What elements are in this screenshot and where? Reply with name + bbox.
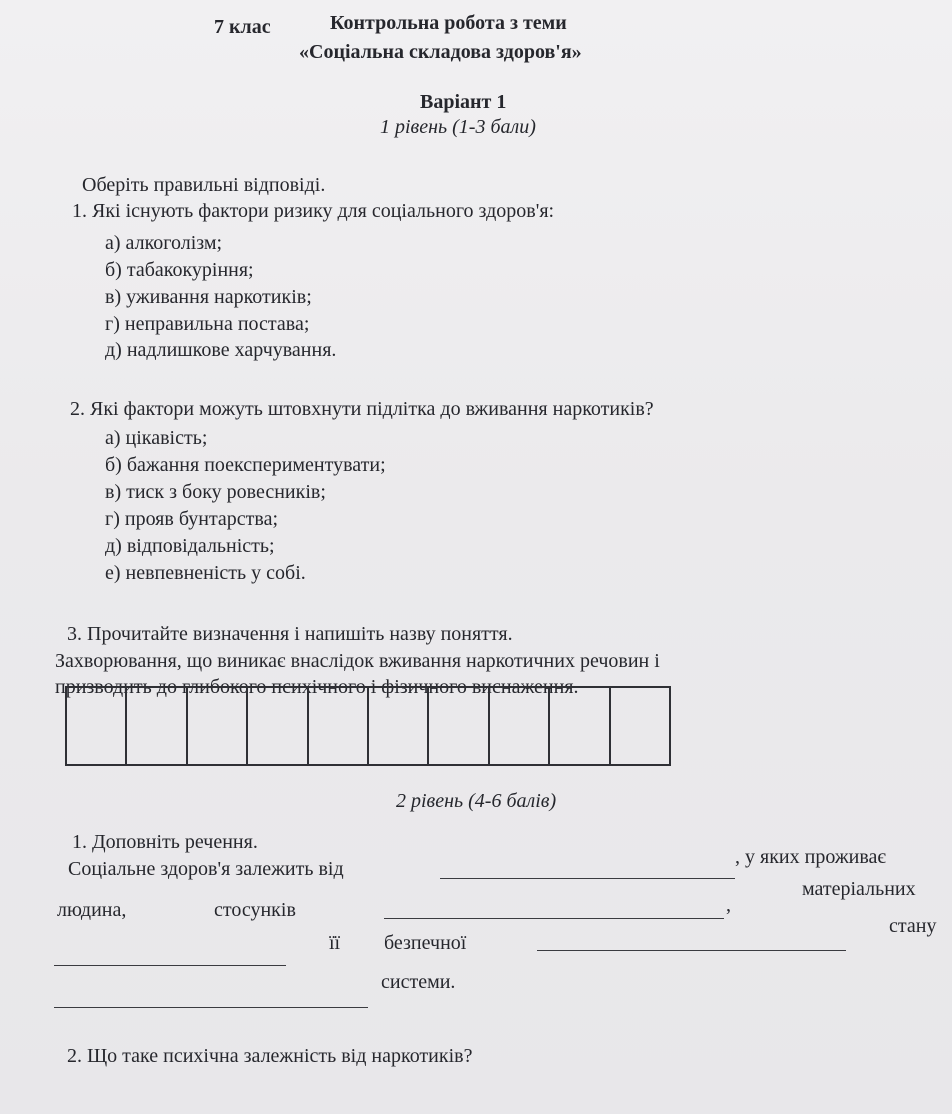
answer-cell[interactable] [429,688,489,764]
blank-line-3[interactable] [54,965,286,966]
blank-line-1[interactable] [440,878,735,879]
answer-letter-grid[interactable] [65,686,671,766]
q2-option-a: а) цікавість; [105,427,208,449]
q1-option-e: д) надлишкове харчування. [105,339,337,361]
q1-option-b: б) табакокуріння; [105,259,254,281]
q2-option-d: г) прояв бунтарства; [105,508,279,530]
answer-cell[interactable] [309,688,369,764]
q1-option-c: в) уживання наркотиків; [105,286,312,308]
grade-label: 7 клас [214,16,271,38]
question-1-text: 1. Які існують фактори ризику для соціального здоров'я: [72,200,555,222]
answer-cell[interactable] [490,688,550,764]
q2-option-b: б) бажання поекспериментувати; [105,454,386,476]
level1-heading: 1 рівень (1-3 бали) [380,116,536,138]
blank-line-5[interactable] [54,1007,368,1008]
blank-line-4[interactable] [537,950,846,951]
fill-line2-comma: , [726,894,731,916]
fill-line1-end: , у яких проживає [735,846,886,868]
answer-cell[interactable] [67,688,127,764]
q2-option-f: е) невпевненість у собі. [105,562,306,584]
fill-line2-end: матеріальних [802,878,916,900]
fill-line2-mid: стосунків [214,899,296,921]
variant-label: Варіант 1 [420,91,507,113]
test-title-line2: «Соціальна складова здоров'я» [299,41,582,63]
answer-cell[interactable] [188,688,248,764]
question-2-text: 2. Які фактори можуть штовхнути підлітка до вживання наркотиків? [70,398,654,420]
answer-cell[interactable] [611,688,669,764]
answer-cell[interactable] [248,688,308,764]
answer-cell[interactable] [127,688,187,764]
fill-line1-start: Соціальне здоров'я залежить від [68,858,344,880]
fill-line4-end: системи. [381,971,456,993]
q1-option-d: г) неправильна постава; [105,313,310,335]
answer-cell[interactable] [550,688,610,764]
q2-option-c: в) тиск з боку ровесників; [105,481,326,503]
q3-definition-line1: Захворювання, що виникає внаслідок вживання наркотичних речовин і [55,650,660,672]
q1-option-a: а) алкоголізм; [105,232,223,254]
test-title-line1: Контрольна робота з теми [330,12,567,34]
answer-cell[interactable] [369,688,429,764]
fill-line3-end: стану [889,915,937,937]
q2-option-e: д) відповідальність; [105,535,275,557]
level2-heading: 2 рівень (4-6 балів) [396,790,557,812]
question-3-text: 3. Прочитайте визначення і напишіть назву поняття. [67,623,513,645]
fill-line3-her: її [329,932,341,954]
fill-line2-start: людина, [57,899,127,921]
q3-definition-line2: призводить до глибокого психічного і фізичного виснаження. [55,676,579,698]
blank-line-2[interactable] [384,918,724,919]
instruction-text: Оберіть правильні відповіді. [82,174,326,196]
fill-line3-safe: безпечної [384,932,467,954]
section2-q1-title: 1. Доповніть речення. [72,831,258,853]
section2-q2-text: 2. Що таке психічна залежність від наркотиків? [67,1045,473,1067]
